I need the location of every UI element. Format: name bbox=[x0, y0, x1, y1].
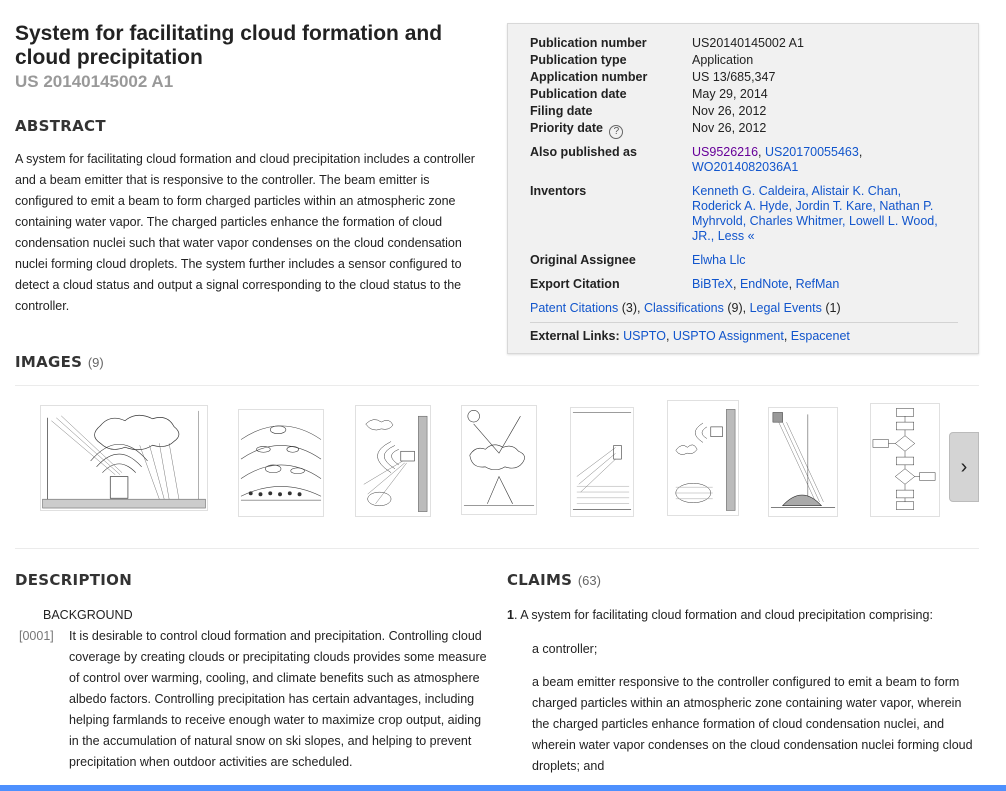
patent-figure-thumbnail[interactable] bbox=[768, 407, 838, 517]
claims-heading-label: CLAIMS bbox=[507, 571, 573, 589]
classifications-count: (9) bbox=[727, 301, 743, 315]
meta-label: Publication number bbox=[530, 36, 647, 50]
description-heading: DESCRIPTION bbox=[15, 571, 133, 589]
meta-label: Publication date bbox=[530, 87, 627, 101]
scroll-progress-bar bbox=[0, 785, 1006, 791]
publication-subtitle: US 20140145002 A1 bbox=[15, 72, 174, 91]
patent-citations-count: (3) bbox=[621, 301, 638, 315]
figure-drawing bbox=[571, 408, 633, 516]
inventor-links[interactable]: Roderick A. Hyde, Jordin T. Kare, Nathan P. bbox=[692, 199, 934, 213]
uspto-link[interactable]: USPTO bbox=[623, 329, 666, 343]
publication-date-value: May 29, 2014 bbox=[692, 87, 768, 101]
inventors-list bbox=[692, 184, 954, 244]
meta-row-external-links: External Links: USPTO, USPTO Assignment, Espacenet bbox=[530, 329, 850, 343]
patent-figure-thumbnail[interactable] bbox=[870, 403, 940, 517]
priority-date-label: Priority date bbox=[530, 121, 603, 135]
figure-drawing bbox=[239, 410, 323, 516]
patent-figure-thumbnail[interactable] bbox=[355, 405, 431, 517]
paragraph-text: It is desirable to control cloud formation and precipitation. Controlling cloud coverage by creating clouds or precipitating clouds provides some measure of control over warming, cooling, and climate benefits such as atmosphere albedo factors. Controlling precipitation has certain advantages, including helping farmlands to receive enough water to maximize crop output, aiding in the accumulation of natural snow on ski slopes, and helping to prevent precipitation when outdoor activities are scheduled. bbox=[69, 629, 487, 769]
inventor-links[interactable]: Kenneth G. Caldeira, Alistair K. Chan, bbox=[692, 184, 902, 198]
claim-number: 1 bbox=[507, 608, 514, 622]
also-published-link[interactable]: WO2014082036A1 bbox=[692, 160, 799, 174]
figure-drawing bbox=[462, 406, 536, 514]
publication-number-value: US20140145002 A1 bbox=[692, 36, 804, 50]
patent-citations-link[interactable]: Patent Citations bbox=[530, 301, 619, 315]
images-heading bbox=[15, 353, 104, 371]
claim-element: a beam emitter responsive to the controller configured to emit a beam to form charged particles within an atmospheric zone containing water vapor, wherein the charged particles enhance formation of cloud condensation nuclei, and wherein water vapor condenses on the cloud condensation nuclei forming cloud droplets; and bbox=[532, 675, 973, 773]
metadata-panel bbox=[507, 23, 979, 354]
chevron-right-icon: › bbox=[960, 455, 968, 478]
legal-events-count: (1) bbox=[825, 301, 841, 315]
claim-intro bbox=[507, 605, 982, 626]
figure-drawing bbox=[871, 404, 939, 516]
figure-drawing bbox=[356, 406, 430, 516]
claims-heading bbox=[507, 571, 601, 589]
meta-label: Application number bbox=[530, 70, 648, 84]
assignee-value bbox=[692, 253, 954, 268]
meta-label: Filing date bbox=[530, 104, 593, 118]
classifications-link[interactable]: Classifications bbox=[643, 301, 724, 315]
page-title: System for facilitating cloud formation and cloud precipitation bbox=[15, 22, 443, 69]
description-subheading: BACKGROUND bbox=[43, 608, 133, 622]
carousel-next-button[interactable] bbox=[949, 432, 979, 502]
abstract-heading: ABSTRACT bbox=[15, 117, 106, 135]
title-block bbox=[15, 22, 485, 92]
meta-label bbox=[530, 121, 690, 139]
patent-figure-thumbnail[interactable] bbox=[667, 400, 739, 516]
meta-row-citations: Patent Citations (3), Classifications (9), Legal Events (1) bbox=[530, 301, 841, 315]
patent-figure-thumbnail[interactable] bbox=[570, 407, 634, 517]
divider bbox=[15, 548, 979, 549]
abstract-text: A system for facilitating cloud formation and cloud precipitation includes a controller and a beam emitter that is responsive to the controller. The beam emitter is configured to emit a beam to form charged particles within an atmospheric zone containing water vapor. The charged particles enhance the formation of cloud condensation nuclei such that water vapor condenses on the cloud condensation nuclei forming cloud droplets. The system further includes a sensor configured to detect a cloud status and output a signal corresponding to the cloud status to the controller. bbox=[15, 152, 475, 313]
figure-drawing bbox=[769, 408, 837, 516]
bibtex-link[interactable]: BiBTeX bbox=[692, 277, 733, 291]
figure-drawing bbox=[41, 406, 207, 510]
inventor-links[interactable]: JR., bbox=[692, 229, 715, 243]
endnote-link[interactable]: EndNote bbox=[739, 277, 789, 291]
filing-date-value: Nov 26, 2012 bbox=[692, 104, 767, 118]
publication-type-value: Application bbox=[692, 53, 754, 67]
meta-label: Inventors bbox=[530, 184, 587, 198]
patent-figure-thumbnail[interactable] bbox=[40, 405, 208, 511]
images-heading-label: IMAGES bbox=[15, 353, 83, 371]
divider bbox=[530, 322, 958, 323]
application-number-value: US 13/685,347 bbox=[692, 70, 776, 84]
inventor-links[interactable]: Myhrvold, Charles Whitmer, Lowell L. Wood, bbox=[692, 214, 938, 228]
priority-date-value: Nov 26, 2012 bbox=[692, 121, 767, 135]
divider bbox=[15, 385, 979, 386]
patent-figure-thumbnail[interactable] bbox=[461, 405, 537, 515]
meta-label: Export Citation bbox=[530, 277, 620, 291]
meta-label: Publication type bbox=[530, 53, 627, 67]
external-links-label: External Links: bbox=[530, 329, 620, 343]
claims-count: (63) bbox=[577, 573, 601, 588]
patent-figure-thumbnail[interactable] bbox=[238, 409, 324, 517]
paragraph-number: [0001] bbox=[19, 629, 54, 643]
also-published-link[interactable]: US9526216 bbox=[692, 145, 759, 159]
export-links: BiBTeX, EndNote, RefMan bbox=[692, 277, 840, 291]
less-toggle[interactable]: Less « bbox=[717, 229, 755, 243]
image-carousel bbox=[15, 397, 979, 527]
assignee-link[interactable]: Elwha Llc bbox=[692, 253, 746, 267]
espacenet-link[interactable]: Espacenet bbox=[790, 329, 850, 343]
help-icon[interactable]: ? bbox=[609, 125, 623, 139]
uspto-assignment-link[interactable]: USPTO Assignment bbox=[672, 329, 784, 343]
meta-label: Also published as bbox=[530, 145, 637, 159]
images-count: (9) bbox=[87, 355, 104, 370]
figure-drawing bbox=[668, 401, 738, 515]
also-published-list: US9526216, US20170055463, WO2014082036A1 bbox=[692, 145, 863, 174]
claim-intro-text: . A system for facilitating cloud formation and cloud precipitation comprising: bbox=[513, 608, 933, 622]
claim-element: a controller; bbox=[532, 642, 598, 656]
also-published-link[interactable]: US20170055463 bbox=[764, 145, 859, 159]
legal-events-link[interactable]: Legal Events bbox=[749, 301, 822, 315]
meta-label: Original Assignee bbox=[530, 253, 636, 267]
refman-link[interactable]: RefMan bbox=[795, 277, 840, 291]
